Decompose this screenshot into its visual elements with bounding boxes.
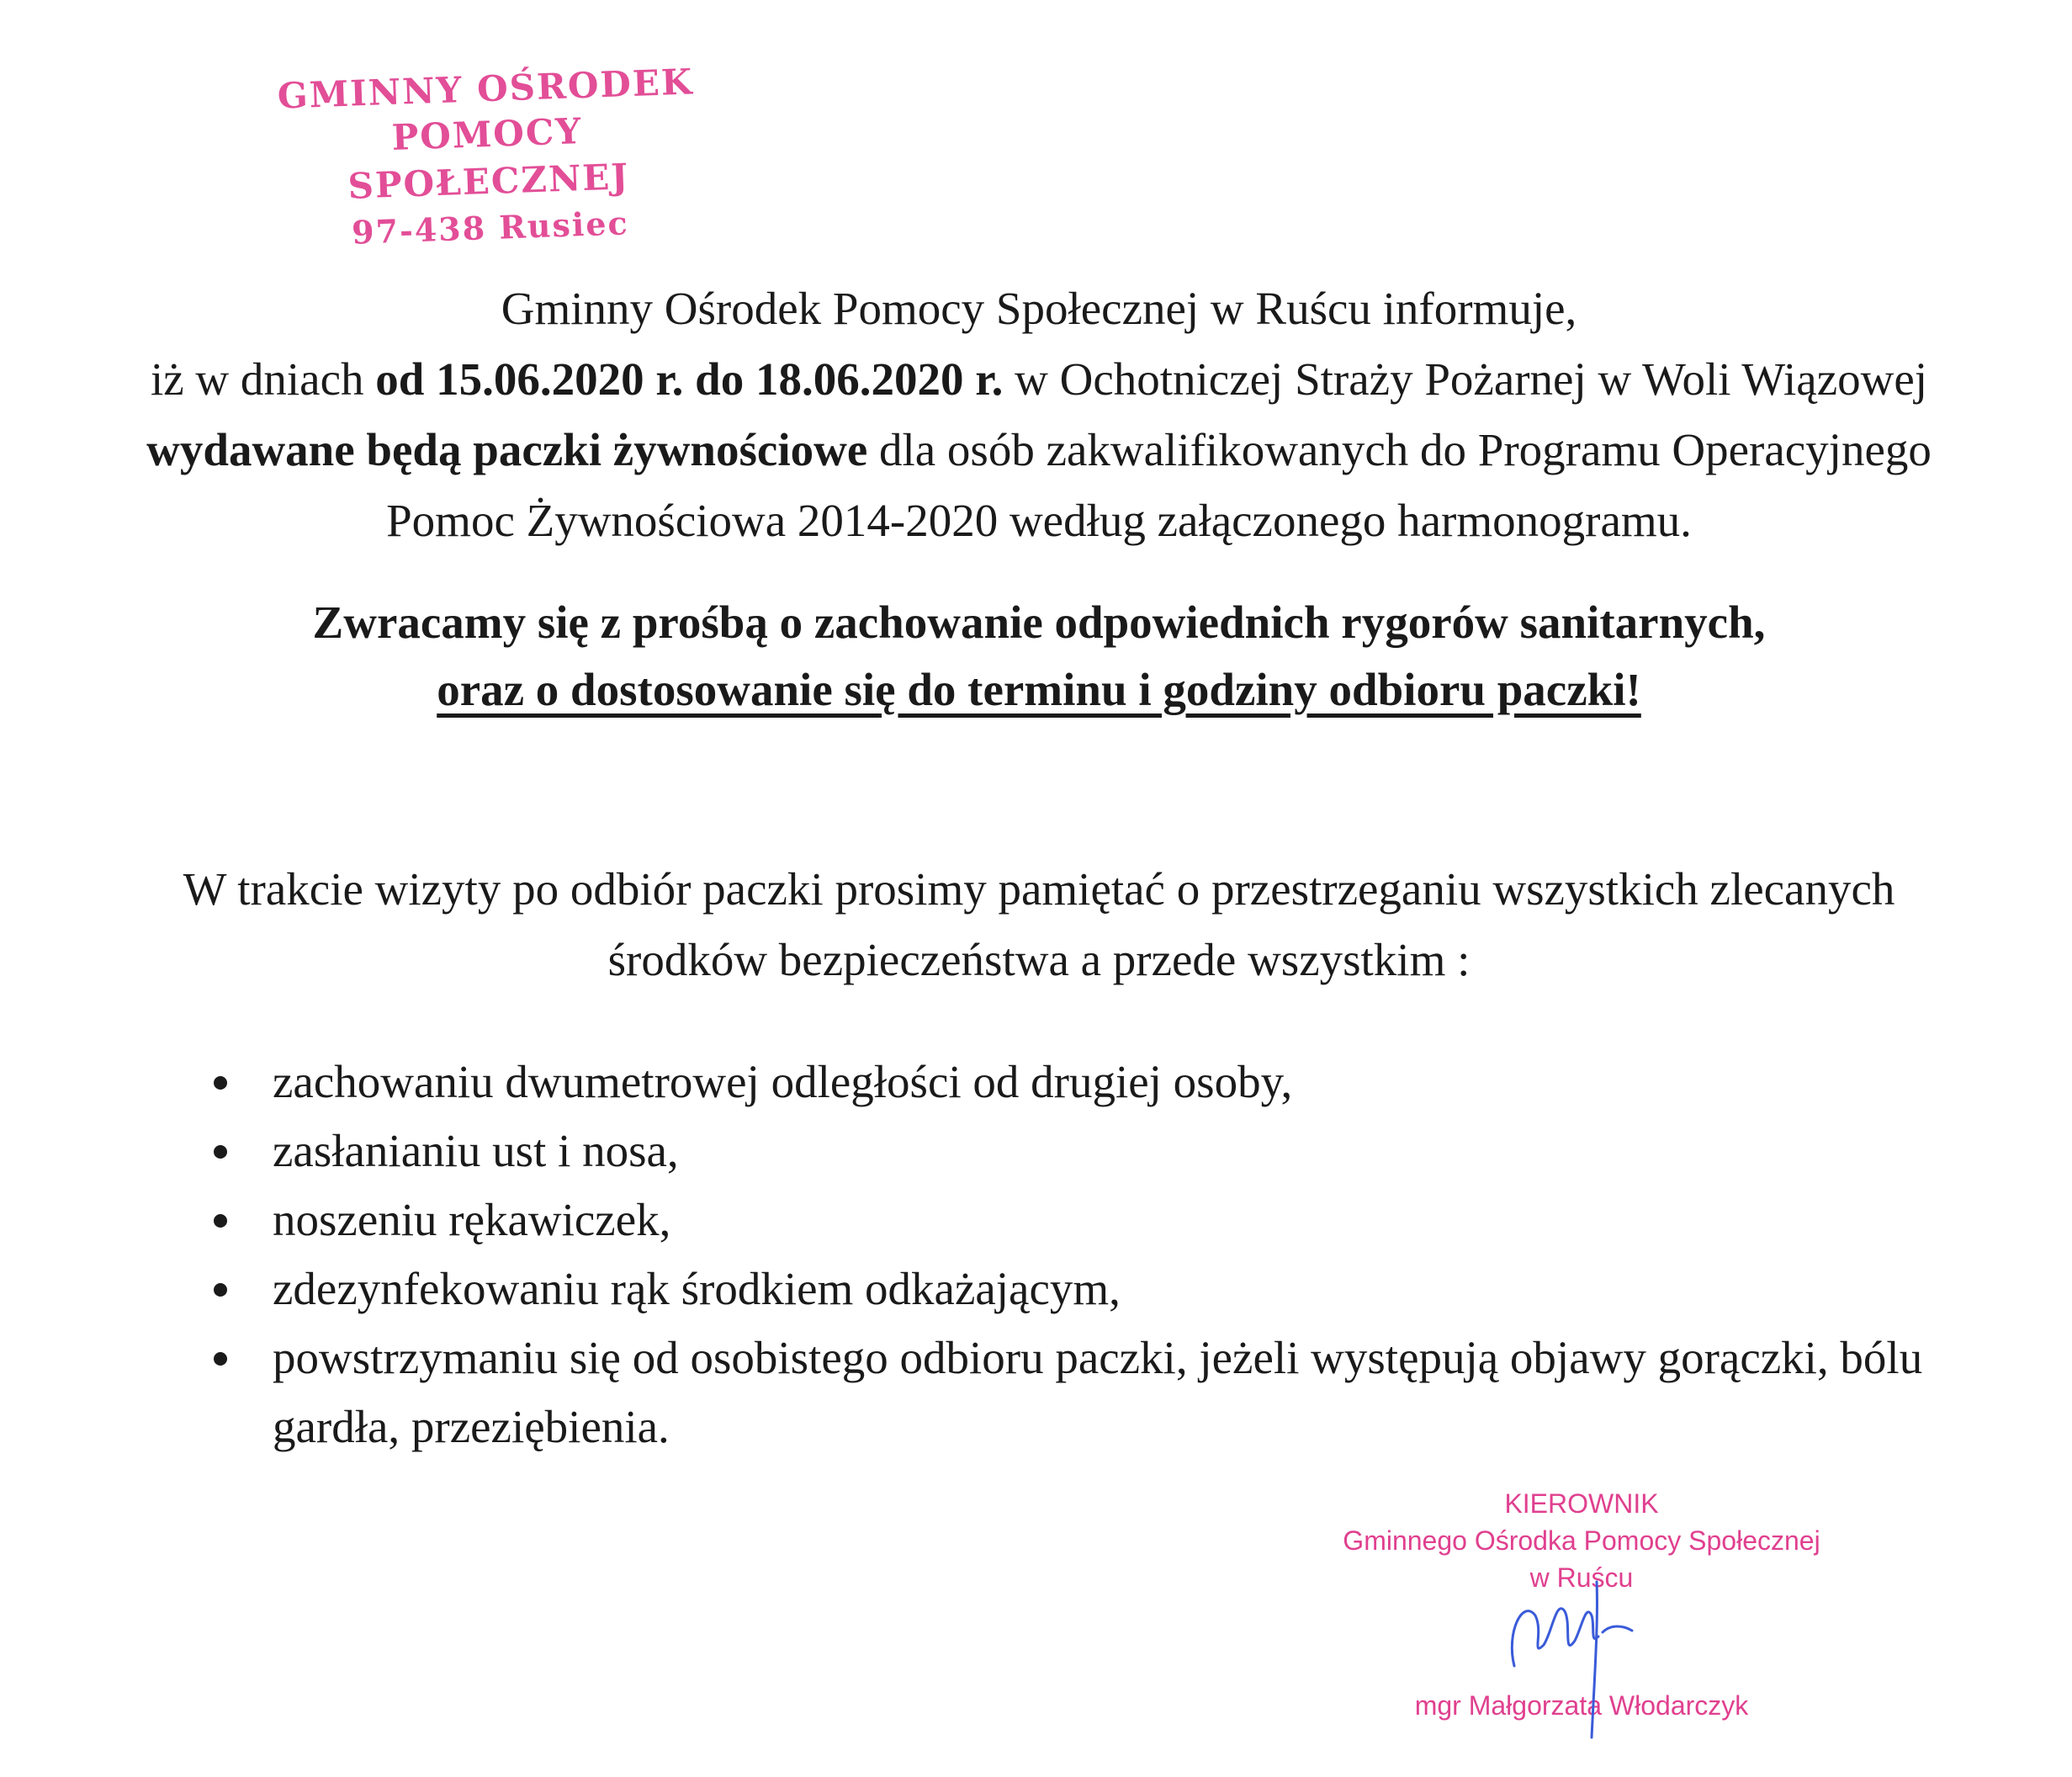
announcement-dates: od 15.06.2020 r. do 18.06.2020 r. xyxy=(375,353,1004,405)
list-item xyxy=(202,1323,1969,1461)
announcement-text-c: dla osób zakwalifikowanych do Programu Operacyjnego Pomoc Żywnościowa 2014-2020 według załączonego harmonogramu. xyxy=(386,424,1932,546)
institution-stamp xyxy=(249,59,726,258)
list-item-text: powstrzymaniu się od osobistego odbioru paczki, jeżeli występują objawy gorączki, bólu gardła, przeziębienia. xyxy=(273,1332,1923,1452)
list-item xyxy=(202,1255,1969,1323)
bullet-icon xyxy=(214,1145,227,1159)
announcement-packages: wydawane będą paczki żywnościowe xyxy=(146,424,868,475)
handwritten-signature xyxy=(1497,1565,1640,1742)
list-item xyxy=(202,1117,1969,1186)
warning-line-1: Zwracamy się z prośbą o zachowanie odpowiednich rygorów sanitarnych, xyxy=(312,597,1766,648)
announcement-text-a: iż w dniach xyxy=(150,353,376,405)
bullet-icon xyxy=(214,1214,227,1228)
safety-measures-list xyxy=(202,1048,1969,1461)
bullet-icon xyxy=(214,1076,227,1090)
list-item-text: noszeniu rękawiczek, xyxy=(273,1194,671,1245)
announcement-paragraph xyxy=(126,273,1952,556)
signature-org: Gminnego Ośrodka Pomocy Społecznej xyxy=(1343,1525,1820,1556)
bullet-icon xyxy=(214,1283,227,1297)
list-item-text: zdezynfekowaniu rąk środkiem odkażającym, xyxy=(273,1263,1121,1314)
bullet-icon xyxy=(214,1352,227,1366)
list-item-text: zasłanianiu ust i nosa, xyxy=(273,1125,679,1176)
signature-place: w Ruścu xyxy=(1529,1562,1634,1593)
sanitary-warning xyxy=(126,589,1952,724)
announcement-intro: Gminny Ośrodek Pomocy Społecznej w Ruścu informuje, xyxy=(501,283,1577,334)
list-item xyxy=(202,1048,1969,1117)
signature-title: KIEROWNIK xyxy=(1504,1488,1659,1519)
stamp-line-3: 97-438 Rusiec xyxy=(351,204,630,252)
warning-line-2: oraz o dostosowanie się do terminu i godziny odbioru paczki! xyxy=(437,664,1641,715)
stamp-line-1: GMINNY OŚRODEK xyxy=(277,61,695,117)
safety-intro-paragraph: W trakcie wizyty po odbiór paczki prosimy pamiętać o przestrzeganiu wszystkich zlecanych środków bezpieczeństwa a przede wszystkim : xyxy=(183,863,1895,985)
announcement-text-b: w Ochotniczej Straży Pożarnej w Woli Wiązowej xyxy=(1003,353,1928,405)
stamp-line-2: POMOCY SPOŁECZNEJ xyxy=(347,110,631,207)
list-item-text: zachowaniu dwumetrowej odległości od drugiej osoby, xyxy=(273,1056,1293,1107)
list-item xyxy=(202,1186,1969,1255)
signature-name: mgr Małgorzata Włodarczyk xyxy=(1414,1690,1749,1721)
